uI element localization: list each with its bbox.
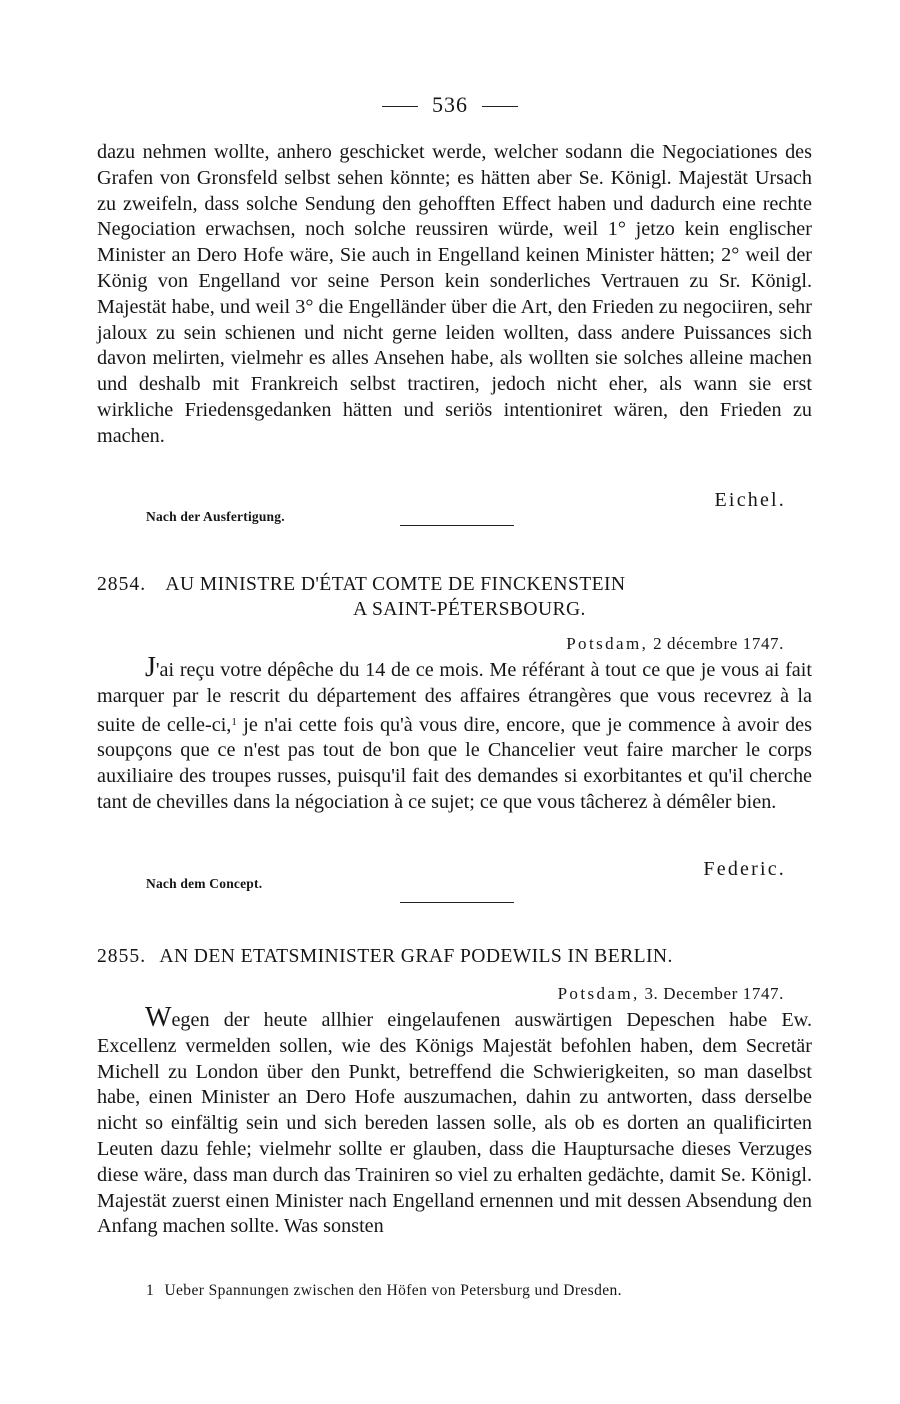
letter-2854-text-a: 'ai reçu votre dépêche du 14 de ce mois. Me référant à tout ce que je vous ai fait marquer par le rescrit du département des affaires étrangères que vous recevrez à la suite de celle-ci, [97,659,812,736]
letter-2855-title: AN DEN ETATSMINISTER GRAF PODEWILS IN BERLIN. [159,946,673,967]
letter-2854-body [97,652,812,816]
section-divider [400,525,514,526]
footnote-text: Ueber Spannungen zwischen den Höfen von Petersburg und Dresden. [164,1282,622,1299]
header-dash-left [382,106,418,107]
continuation-paragraph: dazu nehmen wollte, anhero geschicket werde, welcher sodann die Negociationes des Grafen von Gronsfeld selbst sehen könnte; es hätten aber Se. Königl. Majestät Ursach zu zweifeln, dass solche Sendung den gehofften Effect haben und dadurch eine rechte Negociation erwachsen, noch solche reussiren würde, weil 1° jetzo kein englischer Minister an Dero Hofe wäre, Sie auch in Engelland keinen Minister hätten; 2° weil der König von Engelland vor seine Person kein sonderliches Vertrauen zu Sr. Königl. Majestät habe, und weil 3° die Engelländer über die Art, den Frieden zu negociiren, sehr jaloux zu sein schienen und nicht gerne leiden wollten, dass andere Puissances sich davon melirten, vielmehr es alles Ansehen habe, als wollten sie solches alleine machen und deshalb mit Frankreich selbst tractiren, jedoch nicht eher, als wann sie erst wirkliche Friedensgedanken hätten und seriös intentioniret wären, den Frieden zu machen. [97,141,812,447]
letter-2855-number: 2855. [97,946,147,967]
letter-2855-date: 3. December 1747. [644,984,784,1003]
footnote-number: 1 [146,1282,155,1299]
letter-2854-title-line1: AU MINISTRE D'ÉTAT COMTE DE FINCKENSTEIN [165,574,626,595]
letter-2855-paragraph [97,1002,812,1240]
letter-2855-body [97,1002,812,1240]
footnote-marker[interactable]: 1 [231,715,237,728]
letter-2854-date: 2 décembre 1747. [653,634,784,653]
footnote [146,1282,622,1300]
continuation-text-block [97,140,812,450]
letter-2855-heading [97,944,812,969]
section-divider [400,902,514,903]
header-dash-right [482,106,518,107]
letter-2855-dropcap: W [145,1002,172,1033]
letter-2854-title-line2: A SAINT-PÉTERSBOURG. [353,599,586,620]
page-header [0,92,900,118]
letter-2854-dateline [566,634,784,654]
letter-2854-number: 2854. [97,574,147,595]
letter-2855-text: egen der heute allhier eingelaufenen auswärtigen Depeschen habe Ew. Excellenz vermelden sollen, wie des Königs Majestät befohlen haben, dem Secretär Michell zu London über den Punkt, betreffend die Schwierigkeiten, so man daselbst habe, einen Minister an Dero Hofe auszumachen, dahin zu antworten, dass derselbe nicht so einfältig sein und sich bereden lassen solle, als ob es dorten an qualificirten Leuten dazu fehle; vielmehr sollte er glauben, dass die Hauptursache dieses Verzuges diese wäre, dass man durch das Trainiren so viel zu erhalten gedächte, damit Se. Königl. Majestät zuerst einen Minister nach Engelland ernennen und mit dessen Absendung den Anfang machen sollte. Was sonsten [97,1009,812,1238]
page-number: 536 [432,92,468,117]
letter-2854-paragraph [97,652,812,816]
letter-2854-heading [97,572,812,622]
letter-2854-place: Potsdam, [566,634,649,653]
letter-2855-dateline [558,984,784,1004]
source-note-ausfertigung: Nach der Ausfertigung. [146,509,285,524]
letter-2854-dropcap: J [145,652,156,683]
letter-2854-text-b: je n'ai cette fois qu'à vous dire, encore, que je commence à avoir des soupçons que ce n'est pas tout de bon que le Chancelier veut faire marcher le corps auxiliaire des troupes russes, puisqu'il fait des demandes si exorbitantes et qu'il cherche tant de chevilles dans la négociation à ce sujet; ce que vous tâcherez à démêler bien. [97,713,812,813]
letter-2855-place: Potsdam, [557,984,640,1003]
signature-federic: Federic. [703,858,786,880]
signature-eichel: Eichel. [714,489,786,511]
source-note-concept: Nach dem Concept. [146,876,263,891]
